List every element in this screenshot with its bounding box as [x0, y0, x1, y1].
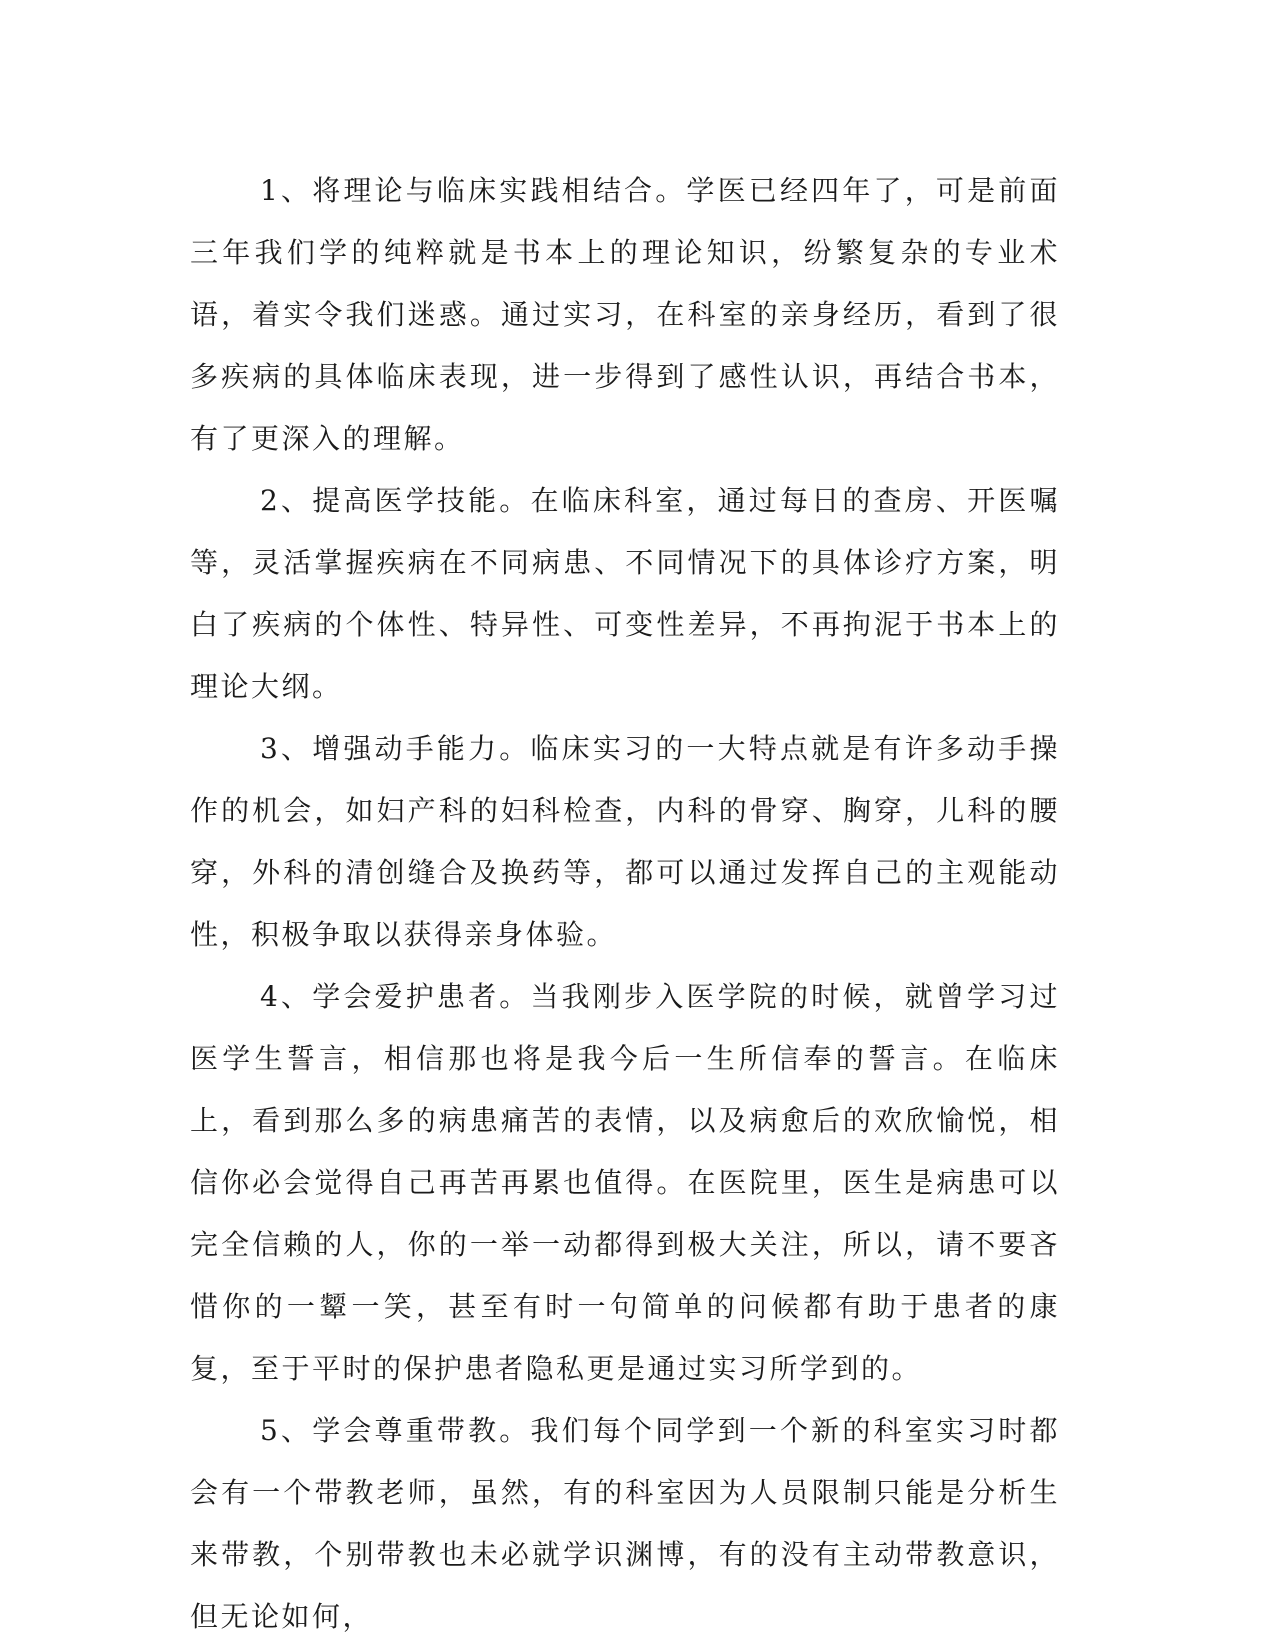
document-body [190, 160, 1060, 1648]
paragraph-1: 1、将理论与临床实践相结合。学医已经四年了，可是前面三年我们学的纯粹就是书本上的理论知识，纷繁复杂的专业术语，着实令我们迷惑。通过实习，在科室的亲身经历，看到了很多疾病的具体临床表现，进一步得到了感性认识，再结合书本，有了更深入的理解。 [190, 174, 1060, 455]
paragraph-4: 4、学会爱护患者。当我刚步入医学院的时候，就曾学习过医学生誓言，相信那也将是我今后一生所信奉的誓言。在临床上，看到那么多的病患痛苦的表情，以及病愈后的欢欣愉悦，相信你必会觉得自己再苦再累也值得。在医院里，医生是病患可以完全信赖的人，你的一举一动都得到极大关注，所以，请不要吝惜你的一颦一笑，甚至有时一句简单的问候都有助于患者的康复，至于平时的保护患者隐私更是通过实习所学到的。 [190, 980, 1060, 1385]
paragraph-3: 3、增强动手能力。临床实习的一大特点就是有许多动手操作的机会，如妇产科的妇科检查，内科的骨穿、胸穿，儿科的腰穿，外科的清创缝合及换药等，都可以通过发挥自己的主观能动性，积极争取以获得亲身体验。 [190, 732, 1060, 951]
paragraph-2: 2、提高医学技能。在临床科室，通过每日的查房、开医嘱等，灵活掌握疾病在不同病患、不同情况下的具体诊疗方案，明白了疾病的个体性、特异性、可变性差异，不再拘泥于书本上的理论大纲。 [190, 484, 1060, 703]
paragraph-5: 5、学会尊重带教。我们每个同学到一个新的科室实习时都会有一个带教老师，虽然，有的科室因为人员限制只能是分析生来带教，个别带教也未必就学识渊博，有的没有主动带教意识，但无论如何， [190, 1414, 1060, 1633]
